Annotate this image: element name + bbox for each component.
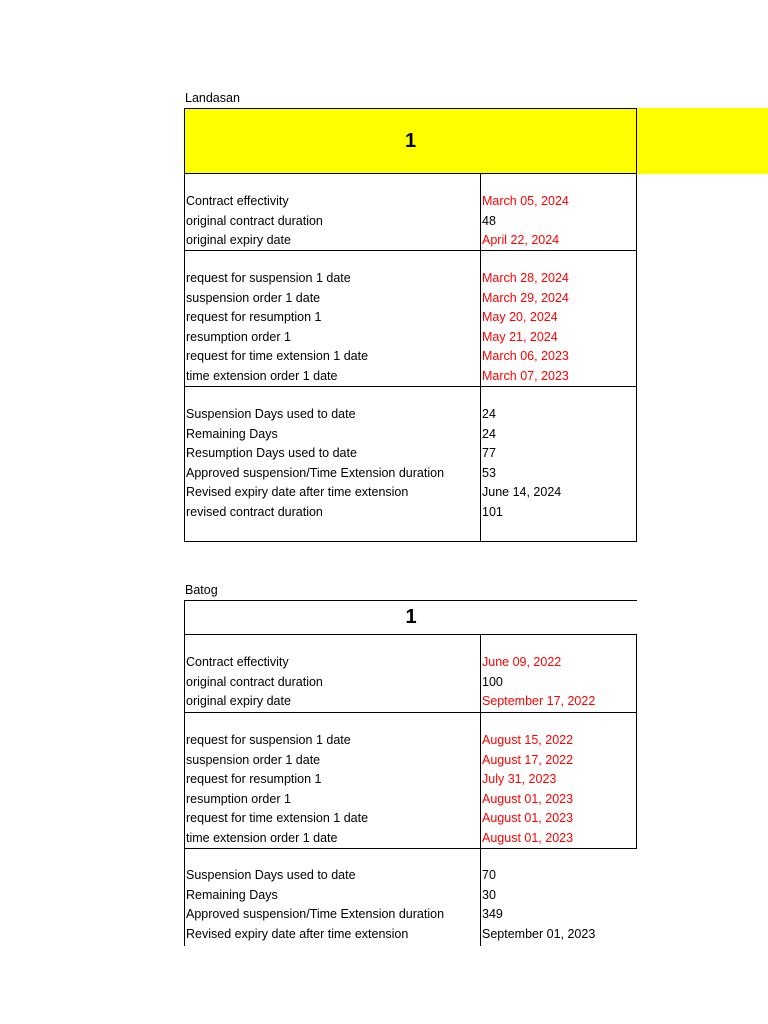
row-label: request for time extension 1 date — [186, 811, 369, 825]
row-value: May 20, 2024 — [482, 310, 558, 324]
table-row — [185, 483, 638, 502]
table-row — [185, 367, 638, 386]
table-row — [185, 809, 638, 828]
block-header — [184, 108, 637, 174]
row-value: March 29, 2024 — [482, 290, 569, 305]
row-label: resumption order 1 — [186, 329, 291, 344]
row-value: August 17, 2022 — [482, 752, 574, 767]
section-contract — [184, 173, 637, 251]
row-value: 53 — [482, 465, 496, 480]
row-label: time extension order 1 date — [186, 368, 338, 383]
row-label: Approved suspension/Time Extension duration — [186, 907, 445, 921]
row-value: September 01, 2023 — [482, 926, 596, 941]
table-row — [185, 328, 638, 347]
row-value: June 14, 2024 — [482, 485, 562, 499]
table-row — [185, 464, 638, 483]
block-header-number: 1 — [404, 130, 417, 152]
row-value: March 06, 2023 — [482, 349, 569, 363]
section-summary — [184, 386, 637, 542]
row-label: resumption order 1 — [186, 791, 291, 806]
row-label: suspension order 1 date — [186, 290, 321, 305]
row-label: Remaining Days — [186, 887, 278, 902]
table-row — [185, 425, 638, 444]
table-row — [185, 503, 638, 522]
table-row — [185, 308, 638, 327]
row-label: Remaining Days — [186, 426, 278, 441]
row-label: Revised expiry date after time extension — [186, 926, 409, 941]
table-row — [185, 731, 638, 750]
table-row — [185, 653, 638, 672]
row-label: request for resumption 1 — [186, 772, 322, 786]
block-label: Batog — [185, 583, 218, 597]
row-value: August 01, 2023 — [482, 811, 574, 825]
table-row — [185, 905, 638, 924]
table-row — [185, 231, 638, 250]
row-value: May 21, 2024 — [482, 329, 558, 344]
table-row — [185, 405, 638, 424]
section-summary — [184, 848, 637, 946]
header-fill-extension — [637, 108, 768, 174]
row-value: August 01, 2023 — [482, 830, 574, 845]
row-value: 30 — [482, 887, 496, 902]
table-row — [185, 925, 638, 944]
row-label: Suspension Days used to date — [186, 407, 356, 421]
row-value: April 22, 2024 — [482, 233, 560, 247]
table-row — [185, 829, 638, 848]
block-header — [184, 600, 637, 635]
row-label: Contract effectivity — [186, 655, 289, 669]
section-contract — [184, 634, 637, 713]
row-value: 70 — [482, 868, 496, 882]
table-row — [185, 866, 638, 885]
table-row — [185, 289, 638, 308]
row-label: original contract duration — [186, 213, 323, 228]
table-row — [185, 790, 638, 809]
row-label: request for time extension 1 date — [186, 349, 369, 363]
table-row — [185, 692, 638, 711]
row-value: July 31, 2023 — [482, 772, 557, 786]
table-row — [185, 444, 638, 463]
table-row — [185, 770, 638, 789]
row-label: suspension order 1 date — [186, 752, 321, 767]
row-label: original expiry date — [186, 233, 291, 247]
table-row — [185, 212, 638, 231]
row-label: request for suspension 1 date — [186, 733, 351, 747]
row-label: Approved suspension/Time Extension duration — [186, 465, 445, 480]
row-label: request for suspension 1 date — [186, 271, 351, 285]
row-value: August 15, 2022 — [482, 733, 574, 747]
table-row — [185, 269, 638, 288]
row-value: 24 — [482, 426, 496, 441]
row-value: 48 — [482, 213, 496, 228]
section-suspension — [184, 712, 637, 849]
row-label: Suspension Days used to date — [186, 868, 356, 882]
row-label: original contract duration — [186, 674, 323, 689]
table-row — [185, 673, 638, 692]
row-value: August 01, 2023 — [482, 791, 574, 806]
row-value: March 05, 2024 — [482, 194, 569, 208]
table-row — [185, 192, 638, 211]
row-value: 77 — [482, 446, 496, 460]
row-label: original expiry date — [186, 694, 291, 708]
row-label: Revised expiry date after time extension — [186, 485, 409, 499]
row-label: time extension order 1 date — [186, 830, 338, 845]
row-label: request for resumption 1 — [186, 310, 322, 324]
table-row — [185, 347, 638, 366]
row-value: March 28, 2024 — [482, 271, 569, 285]
row-value: 101 — [482, 504, 503, 519]
row-value: 100 — [482, 674, 503, 689]
row-label: Contract effectivity — [186, 194, 289, 208]
row-value: March 07, 2023 — [482, 368, 569, 383]
table-row — [185, 886, 638, 905]
row-label: revised contract duration — [186, 504, 323, 519]
row-value: September 17, 2022 — [482, 694, 596, 708]
row-label: Resumption Days used to date — [186, 446, 357, 460]
block-header-number: 1 — [405, 606, 417, 628]
row-value: 24 — [482, 407, 496, 421]
table-row — [185, 751, 638, 770]
section-suspension — [184, 250, 637, 387]
row-value: June 09, 2022 — [482, 655, 562, 669]
block-label: Landasan — [185, 91, 240, 105]
row-value: 349 — [482, 907, 503, 921]
